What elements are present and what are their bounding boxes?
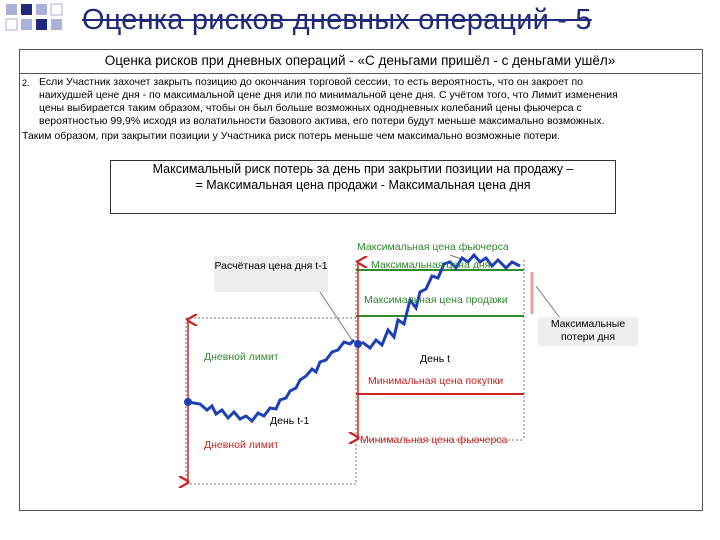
day-t-label: День t bbox=[420, 353, 451, 365]
formula-line-2: = Максимальная цена продажи - Максимальная цена дня bbox=[195, 178, 531, 192]
max-futures-price-label: Максимальная цена фьючерса bbox=[357, 241, 509, 253]
day-limit-upper-label: Дневной лимит bbox=[204, 351, 279, 363]
max-sell-price-label: Максимальная цена продажи bbox=[364, 294, 508, 306]
paragraph-conclusion: Таким образом, при закрытии позиции у Участника риск потерь меньше чем максимально возможные потери. bbox=[22, 130, 561, 142]
day-limit-lower-label: Дневной лимит bbox=[204, 439, 279, 451]
max-loss-label: Максимальные потери дня bbox=[538, 317, 638, 346]
max-day-price-label: Максимальная цена дня bbox=[371, 259, 491, 271]
formula-line-1: Максимальный риск потерь за день при закрытии позиции на продажу – bbox=[152, 162, 574, 176]
section-subtitle: Оценка рисков при дневных операций - «С деньгами пришёл - с деньгами ушёл» bbox=[19, 49, 701, 74]
callout-prev-day-settlement: Расчётная цена дня t-1 bbox=[214, 256, 328, 292]
min-buy-price-label: Минимальная цена покупки bbox=[368, 375, 504, 387]
paragraph-number: 2. bbox=[22, 78, 30, 88]
paragraph-line-4: вероятностью 99,9% исходя из волатильности базового актива, его потери будут меньше максимально возможных. bbox=[39, 115, 605, 127]
paragraph-line-3: цены выбирается таким образом, чтобы он был больше возможных однодневных колебаний цены фьючерса с bbox=[39, 102, 582, 114]
page-title: Оценка рисков дневных операций - 5 bbox=[82, 4, 592, 36]
min-futures-price-label: Минимальная цена фьючерса bbox=[360, 434, 508, 446]
paragraph-line-1: Если Участник захочет закрыть позицию до окончания торговой сессии, то есть вероятность, что он закроет по bbox=[39, 76, 583, 88]
settlement-point bbox=[354, 340, 362, 348]
start-point bbox=[184, 398, 192, 406]
paragraph-line-2: наихудшей цене дня - по максимальной цене дня или по минимальной цене дня. С учётом того, что Лимит изменения bbox=[39, 89, 618, 101]
day-t-minus-1-label: День t-1 bbox=[270, 415, 310, 427]
